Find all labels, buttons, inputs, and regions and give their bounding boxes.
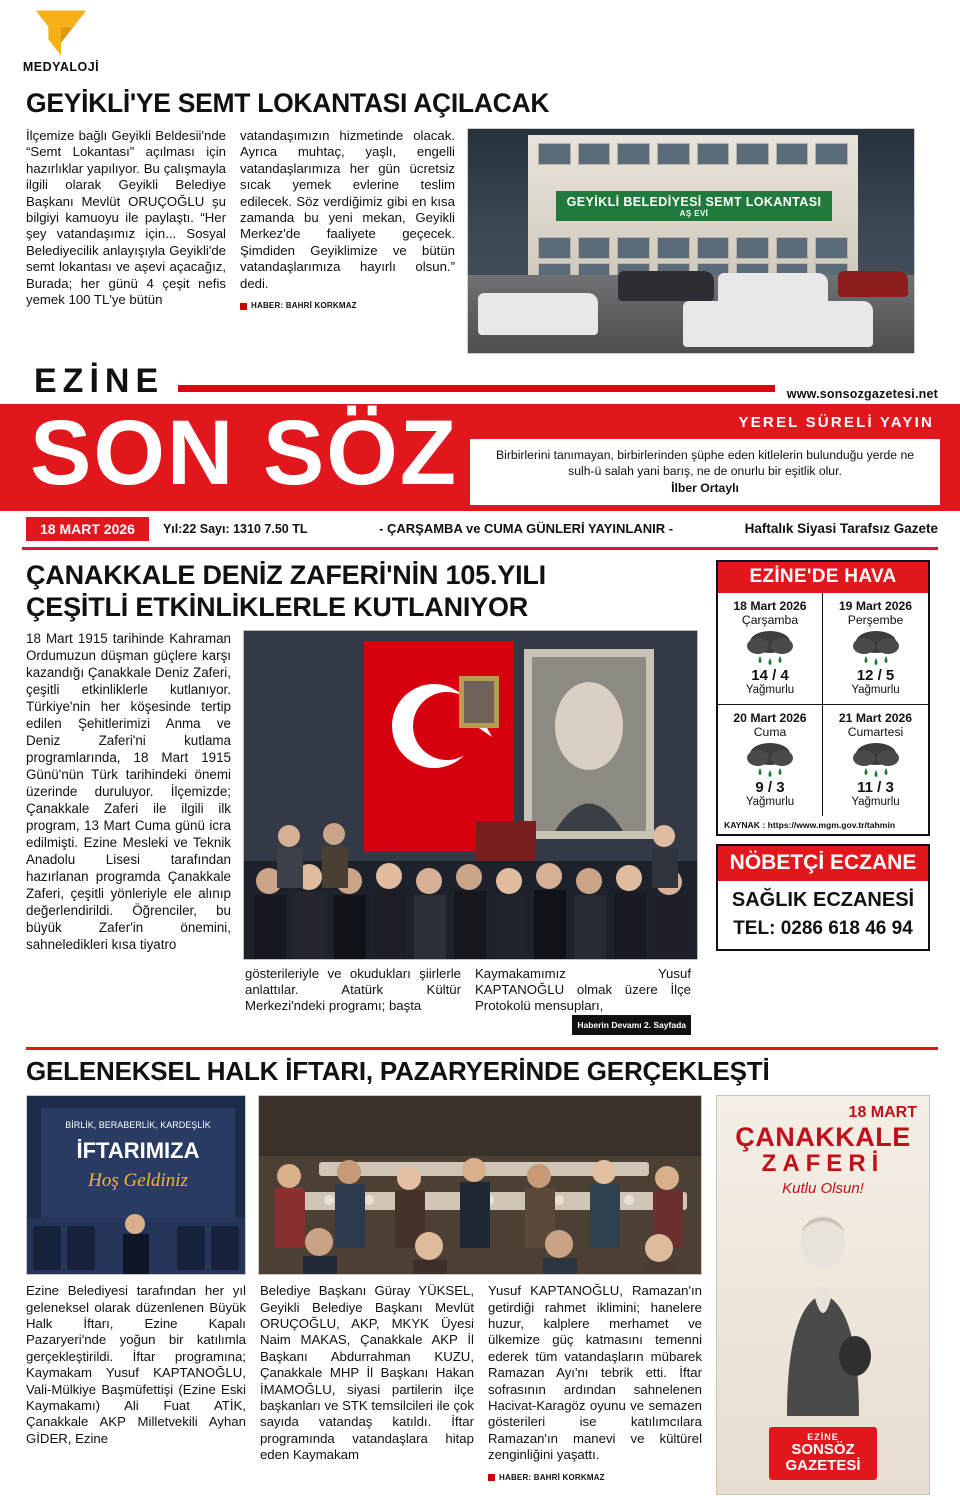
badge-city: EZİNE — [807, 1432, 839, 1443]
credit-text: HABER: BAHRİ KORKMAZ — [498, 1472, 605, 1482]
publication-days: - ÇARŞAMBA ve CUMA GÜNLERİ YAYINLANIR - — [379, 521, 674, 536]
logo-label: MEDYALOJİ — [22, 60, 100, 74]
weather-date: 21 Mart 2026 — [838, 710, 913, 725]
rain-cloud-icon — [720, 627, 820, 667]
weather-date: 18 Mart 2026 — [733, 598, 807, 613]
top-story-photo — [467, 128, 915, 354]
masthead — [0, 362, 960, 550]
svg-text:İFTARIMIZA: İFTARIMIZA — [76, 1138, 200, 1164]
badge-name: SONSÖZ — [791, 1441, 855, 1459]
weather-desc: Yağmurlu — [851, 683, 900, 696]
badge-word: GAZETESİ — [785, 1457, 861, 1475]
top-story-credit — [240, 298, 455, 314]
iftar-column-1: Ezine Belediyesi tarafından her yıl geleneksel olarak düzenlenen Büyük Halk İftarı, Ezine Kapalı Pazaryeri'nde yoğun bir katılımla gerçekleştirildi. İftar programına; Kaymakam Yusuf KAPTANOĞLU, Vali-Mülkiye Başmüfettişi (Ezine Eski Kaymakamı) Ali Fuat ATİK, Çanakkale AKP Milletvekili Ayhan GİDER, Ezine — [26, 1283, 246, 1446]
weather-dayname: Perşembe — [847, 612, 904, 627]
sign-subtext: AŞ EVİ — [679, 208, 709, 218]
weather-day — [823, 593, 928, 705]
logo-mark-icon — [34, 8, 88, 58]
right-rail — [716, 560, 930, 1036]
weather-box — [716, 560, 930, 836]
restaurant-sign — [556, 191, 832, 221]
ataturk-figure-icon — [763, 1206, 883, 1416]
weather-date: 20 Mart 2026 — [733, 710, 807, 725]
lead-headline-line2: ÇEŞİTLİ ETKİNLİKLERLE KUTLANIYOR — [26, 591, 529, 622]
weather-title: EZİNE'DE HAVA — [718, 562, 928, 593]
masthead-quote-box — [470, 439, 940, 505]
sign-text: GEYİKLİ BELEDİYESİ SEMT LOKANTASI — [566, 194, 822, 209]
weather-dayname: Cumartesi — [847, 724, 904, 739]
iftar-credit — [488, 1470, 702, 1486]
iftar-column-3: Yusuf KAPTANOĞLU, Ramazan'ın getirdiği rahmet iklimini; hanelere huzur, kalplere merhamet ve ülkemize güç katmasını temenni ederek tüm vatandaşların mübarek Ramazan Ayı'nı tebrik etti. İftar sofrasının ardından sahnelenen Hacivat-Karagöz oyunu ve semazen gösterileri ise katılımcılara Ramazan'ın manevi ve kültürel zenginliğini yaşattı. — [487, 1283, 702, 1463]
ceremony-photo-illustration — [244, 631, 698, 960]
continued-note[interactable] — [475, 1015, 691, 1035]
credit-square-icon — [488, 1474, 495, 1481]
medyaloji-logo — [18, 8, 104, 74]
issue-meta: Yıl:22 Sayı: 1310 7.50 TL — [162, 521, 308, 536]
weather-source: KAYNAK : https://www.mgm.gov.tr/tahmin — [724, 819, 896, 830]
rain-cloud-icon — [825, 627, 926, 667]
lead-photo — [243, 630, 698, 960]
top-story-column-1: İlçemize bağlı Geyikli Beldesii'nde “Semt Lokantası” açılması için hazırlıklar yapılıyor. Bu çalışmayla ilgili olarak Geyikli Belediye Başkanı Mevlüt ORUÇOĞLU şu bilgiyi kamuoyu ile paylaştı. “Her şey vatandaşımız için... Sosyal Belediyecilik anlayışıyla Geyikli'de semt lokantası ve aşevi açacağız, Burada; her günü 4 çeşit nefis yemek 100 TL'ye bütün — [26, 128, 226, 308]
pharmacy-box — [716, 844, 930, 951]
credit-square-icon — [240, 303, 247, 310]
lead-body-text: 18 Mart 1915 tarihinde Kahraman Ordumuzun düşman güçlere karşı kazandığı Çanakkale Deniz Zaferi, çeşitli etkinliklerle kutlanıyor. Türkiye'nin her köşesinde tertip edilen Şehitlerimizi Anma ve Deniz Zaferi'ni kutlama programlarında, 18 Mart 1915 Günü'nün Türk tarihindeki önemi üzerinde duruluyor. İlçemizde; Çanakkale Zaferi ile ilgili ilk program, 13 Mart Cuma günü icra edilmişti. Ezine Mesleki ve Teknik Anadolu Lisesi tarafından hazırlanan programda Çanakkale Zaferi, çeşitli yönleriyle ele alınıp değerlendirildi. Öğrenciler, bu büyük Zafer'in önemini, sahneledikleri kısa tiyatro — [26, 630, 231, 952]
iftar-crowd-illustration — [259, 1096, 702, 1275]
pharmacy-phone[interactable]: TEL: 0286 618 46 94 — [733, 917, 913, 939]
weather-day — [718, 593, 823, 705]
rain-cloud-icon — [720, 739, 820, 779]
issue-date: 18 MART 2026 — [26, 517, 149, 541]
top-story-headline: GEYİKLİ'YE SEMT LOKANTASI AÇILACAK — [26, 88, 550, 118]
lead-text-continued-2: Kaymakamımız Yusuf KAPTANOĞLU olmak üzere İlçe Protokolü mensupları, — [475, 965, 691, 1014]
masthead-website[interactable]: www.sonsozgazetesi.net — [786, 387, 938, 401]
lead-text-continued-1: gösterileriyle ve okudukları şiirlerle anlattılar. Atatürk Kültür Merkezi'ndeki programı; başta — [245, 965, 461, 1014]
anniversary-poster — [716, 1095, 930, 1495]
credit-text: HABER: BAHRİ KORKMAZ — [251, 301, 357, 311]
weather-desc: Yağmurlu — [745, 795, 795, 808]
top-story-column-2: vatandaşımızın hizmetinde olacak. Ayrıca muhtaç, yaşlı, engelli vatandaşlarımıza her gün ücretsiz sıcak yemek evlerine teslim edilecek. Söz verdiğimiz gibi en kısa zamanda bu yeni mekan, Geyikli Merkez'de faaliyete geçecek. Şimdiden Geyiklimize ve bütün vatandaşlarımıza hayırlı olsun.” dedi. — [240, 128, 455, 291]
masthead-title: SON SÖZ — [30, 402, 459, 504]
pharmacy-name: SAĞLIK ECZANESİ — [731, 888, 915, 911]
svg-text:Hoş Geldiniz: Hoş Geldiniz — [88, 1170, 188, 1192]
weather-temp: 11 / 3 — [857, 778, 894, 796]
masthead-ezine: EZİNE — [34, 362, 165, 400]
rain-cloud-icon — [825, 739, 926, 779]
poster-subtitle: ZAFERİ — [761, 1150, 885, 1178]
poster-title: ÇANAKKALE — [735, 1122, 911, 1153]
iftar-banner-photo — [26, 1095, 246, 1275]
weather-date: 19 Mart 2026 — [838, 598, 913, 613]
iftar-headline: GELENEKSEL HALK İFTARI, PAZARYERİNDE GERÇEKLEŞTİ — [26, 1056, 770, 1087]
main-content — [0, 550, 960, 1036]
weather-day — [718, 705, 823, 816]
weather-temp: 9 / 3 — [755, 778, 785, 796]
weather-dayname: Cuma — [753, 724, 787, 739]
masthead-rule — [178, 385, 775, 392]
iftar-column-2: Belediye Başkanı Güray YÜKSEL, Geyikli Belediye Başkanı Mevlüt ORUÇOĞLU, AKP, MKYK Üyesi Naim MAKAS, Çanakkale AKP İl Başkanı Abdurrahman KUZU, Çanakkale MHP İl Başkanı Hakan İMAMOĞLU, siyasi partilerin ilçe başkanları ve STK temsilcileri ile çok sayıda vatandaş katıldı. İftar programında vatandaşlara hitap eden Kaymakam — [259, 1283, 474, 1463]
weather-desc: Yağmurlu — [745, 683, 795, 696]
poster-date: 18 MART — [848, 1104, 917, 1122]
masthead-yerel: YEREL SÜRELİ YAYIN — [738, 414, 934, 431]
weather-temp: 14 / 4 — [751, 666, 789, 684]
weather-day — [823, 705, 928, 816]
pharmacy-title: NÖBETÇİ ECZANE — [718, 846, 928, 881]
weather-temp: 12 / 5 — [856, 666, 895, 684]
svg-text:BİRLİK, BERABERLİK, KARDEŞLİK: BİRLİK, BERABERLİK, KARDEŞLİK — [65, 1120, 211, 1131]
publisher-logo-bar — [0, 0, 960, 88]
weather-dayname: Çarşamba — [741, 612, 799, 627]
iftar-banner-illustration — [27, 1096, 246, 1275]
newspaper-badge — [769, 1427, 877, 1480]
weather-desc: Yağmurlu — [851, 795, 900, 808]
iftar-crowd-photo — [258, 1095, 702, 1275]
top-story — [26, 88, 934, 354]
masthead-quote: Birbirlerini tanımayan, birbirlerinden şüphe eden kitlelerin bulunduğu yerde ne sulh-ü salah yani barış, ne de onurlu bir eşitlik olur. — [496, 448, 915, 478]
continued-label: Haberin Devamı 2. Sayfada — [572, 1015, 691, 1035]
lead-headline-line1: ÇANAKKALE DENİZ ZAFERİ'NİN 105.YILI — [26, 559, 546, 590]
publication-tagline: Haftalık Siyasi Tarafsız Gazete — [744, 521, 938, 536]
poster-script: Kutlu Olsun! — [782, 1180, 864, 1198]
iftar-story — [0, 1035, 960, 1495]
masthead-quote-author: İlber Ortaylı — [671, 481, 739, 495]
